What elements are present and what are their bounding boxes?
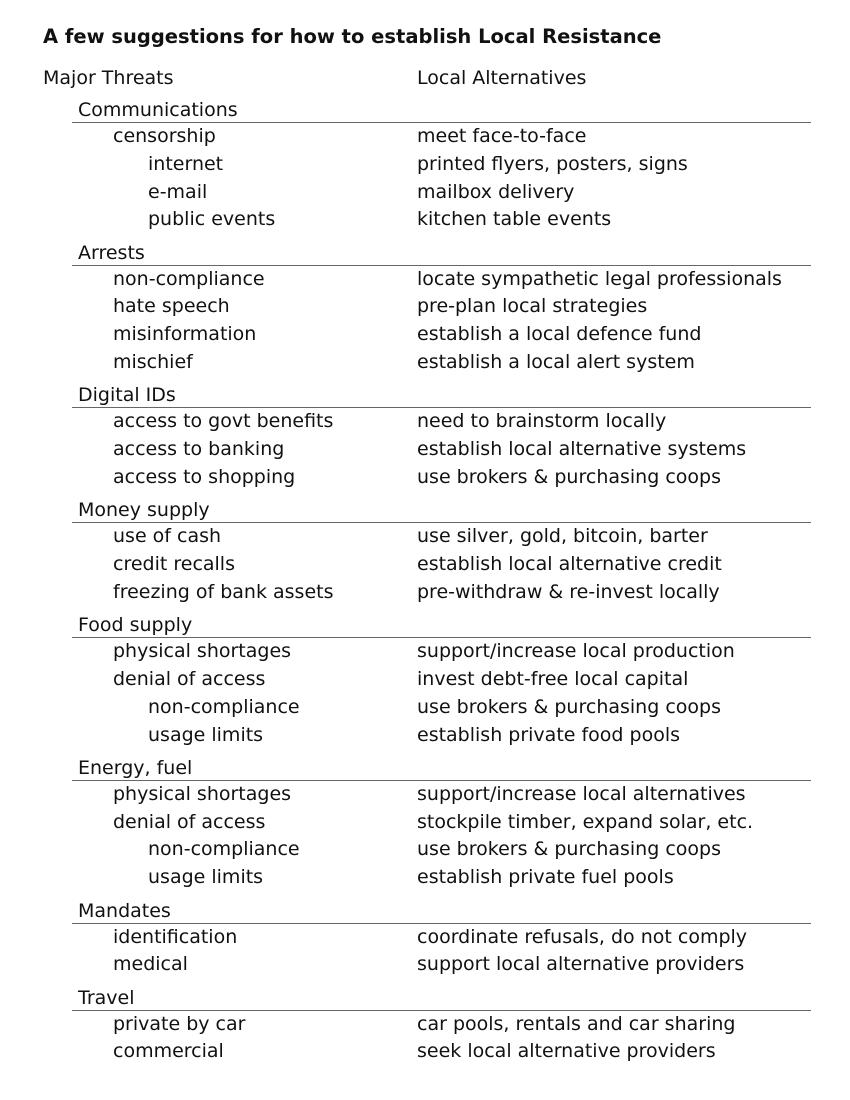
table-row [0,864,850,892]
alternative-label: locate sympathetic legal professionals [417,267,782,290]
threat-label: usage limits [148,723,264,746]
threat-label: denial of access [113,810,266,833]
threat-label: non-compliance [113,267,265,290]
section [0,898,850,980]
alternative-label: car pools, rentals and car sharing [417,1012,736,1035]
alternative-label: support/increase local production [417,640,735,663]
alternative-label: printed flyers, posters, signs [417,152,688,175]
alternative-label: use silver, gold, bitcoin, barter [417,525,708,548]
threat-label: identification [113,925,238,948]
section [0,985,850,1067]
table-row [0,523,850,551]
threats-table [0,97,850,1072]
alternative-label: need to brainstorm locally [417,410,667,433]
table-row [0,781,850,809]
alternative-label: support local alternative providers [417,953,745,976]
table-row [0,951,850,979]
section-title: Communications [72,97,811,123]
threat-label: credit recalls [113,553,235,576]
table-row [0,638,850,666]
alternative-label: pre-withdraw & re-invest locally [417,580,720,603]
table-row [0,179,850,207]
table-row [0,579,850,607]
threat-label: private by car [113,1012,246,1035]
threat-label: usage limits [148,866,264,889]
threat-label: medical [113,953,188,976]
threats-column-header: Major Threats [43,67,174,89]
section-title: Food supply [72,612,811,638]
threat-label: mischief [113,351,193,374]
threat-label: hate speech [113,295,230,318]
section [0,497,850,606]
table-row [0,206,850,234]
section-title: Arrests [72,240,811,266]
threat-label: misinformation [113,323,257,346]
table-row [0,408,850,436]
table-row [0,1038,850,1066]
threat-label: non-compliance [148,838,300,861]
alternatives-column-header: Local Alternatives [417,67,587,89]
alternative-label: establish a local defence fund [417,323,702,346]
alternative-label: support/increase local alternatives [417,782,746,805]
alternative-label: meet face-to-face [417,125,587,147]
table-row [0,836,850,864]
section [0,612,850,749]
alternative-label: establish private food pools [417,723,681,746]
alternative-label: establish local alternative credit [417,553,722,576]
threat-label: access to banking [113,438,285,461]
table-row [0,666,850,694]
section [0,382,850,491]
section-title: Money supply [72,497,811,523]
table-row [0,349,850,377]
alternative-label: stockpile timber, expand solar, etc. [417,810,754,833]
section-title: Digital IDs [72,382,811,408]
section-title: Mandates [72,898,811,924]
table-row [0,722,850,750]
table-row [0,151,850,179]
threat-label: censorship [113,125,216,147]
alternative-label: pre-plan local strategies [417,295,648,318]
alternative-label: mailbox delivery [417,180,575,203]
threat-label: use of cash [113,525,222,548]
threat-label: physical shortages [113,782,292,805]
section [0,97,850,234]
alternative-label: establish local alternative systems [417,438,747,461]
table-row [0,924,850,952]
alternative-label: establish private fuel pools [417,866,674,889]
threat-label: freezing of bank assets [113,580,334,603]
alternative-label: use brokers & purchasing coops [417,838,721,861]
table-row [0,1011,850,1039]
section-title: Energy, fuel [72,755,811,781]
threat-label: non-compliance [148,695,300,718]
threat-label: physical shortages [113,640,292,663]
threat-label: denial of access [113,667,266,690]
table-row [0,321,850,349]
threat-label: commercial [113,1040,224,1063]
alternative-label: invest debt-free local capital [417,667,689,690]
threat-label: public events [148,208,276,231]
table-row [0,123,850,151]
table-row [0,809,850,837]
table-row [0,293,850,321]
table-row [0,551,850,579]
alternative-label: kitchen table events [417,208,612,231]
threat-label: access to shopping [113,465,296,488]
section-title: Travel [72,985,811,1011]
table-row [0,694,850,722]
threat-label: access to govt benefits [113,410,334,433]
table-row [0,464,850,492]
section [0,755,850,892]
alternative-label: use brokers & purchasing coops [417,695,721,718]
alternative-label: use brokers & purchasing coops [417,465,721,488]
table-row [0,266,850,294]
threat-label: internet [148,152,224,175]
alternative-label: establish a local alert system [417,351,695,374]
section [0,240,850,377]
alternative-label: coordinate refusals, do not comply [417,925,748,948]
page-title: A few suggestions for how to establish Local Resistance [43,25,662,48]
table-row [0,436,850,464]
alternative-label: seek local alternative providers [417,1040,716,1063]
threat-label: e-mail [148,180,208,203]
